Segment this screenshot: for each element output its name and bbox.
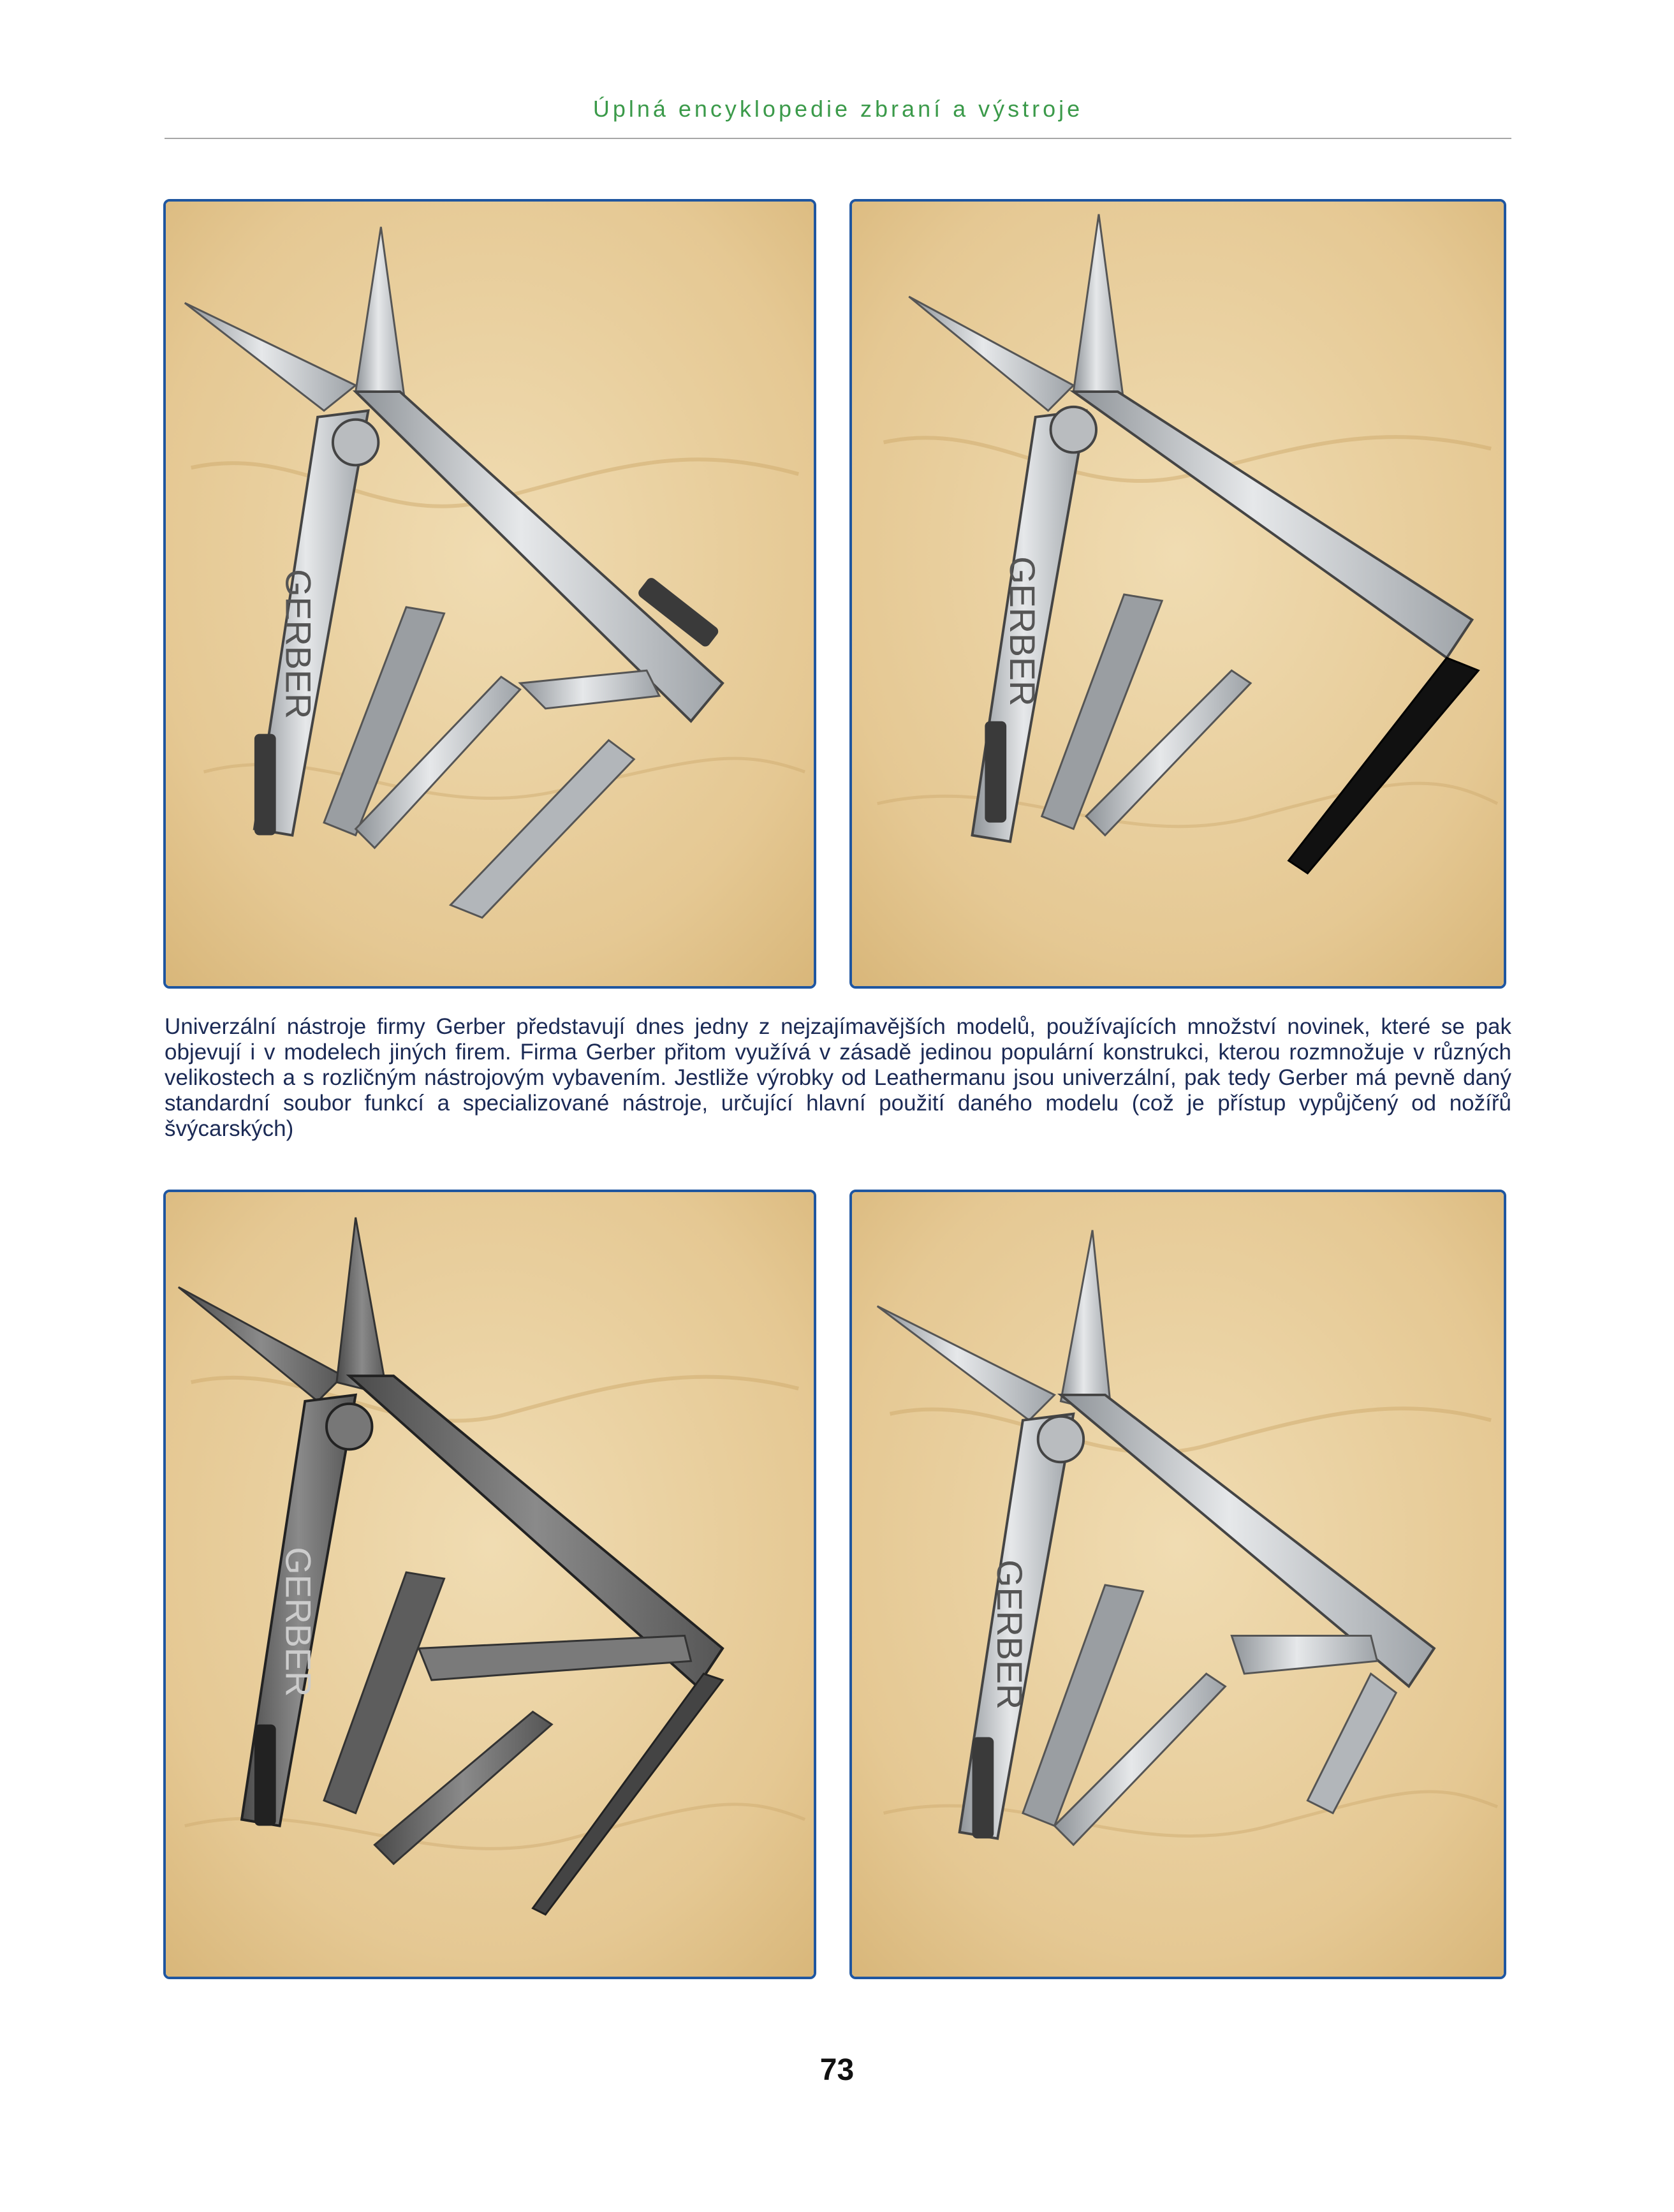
photo-gerber-scissors-top-left: [163, 199, 816, 989]
header-rule: [165, 138, 1511, 139]
page-number: 73: [819, 2053, 855, 2087]
multitool-image: [166, 1192, 814, 1977]
brand-engraving: GERBER: [278, 569, 318, 719]
photo-gerber-scissors-bottom-right: [849, 1190, 1506, 1979]
brand-engraving: GERBER: [278, 1547, 318, 1697]
multitool-image: [852, 202, 1504, 986]
brand-engraving: GERBER: [990, 1559, 1030, 1710]
multitool-image: [852, 1192, 1504, 1977]
running-header: Úplná encyklopedie zbraní a výstroje: [592, 96, 1083, 122]
photo-gerber-saw-top-right: [849, 199, 1506, 989]
photo-gerber-black-bottom-left: [163, 1190, 816, 1979]
caption-paragraph: Univerzální nástroje firmy Gerber představují dnes jedny z nejzajímavějších modelů, používajících množství novinek, které se pak objevují i v modelech jiných firem. Firma Gerber přitom využívá v zásadě jedinou populární konstrukci, kterou rozmnožuje v různých velikostech a s rozličným nástrojovým vybavením. Jestliže výrobky od Leathermanu jsou univerzální, pak tedy Gerber má pevně daný standardní soubor funkcí a specializované nástroje, určující hlavní použití daného modelu (což je přístup vypůjčený od nožířů švýcarských): [165, 1014, 1511, 1141]
multitool-image: [166, 202, 814, 986]
brand-engraving: GERBER: [1002, 556, 1043, 707]
